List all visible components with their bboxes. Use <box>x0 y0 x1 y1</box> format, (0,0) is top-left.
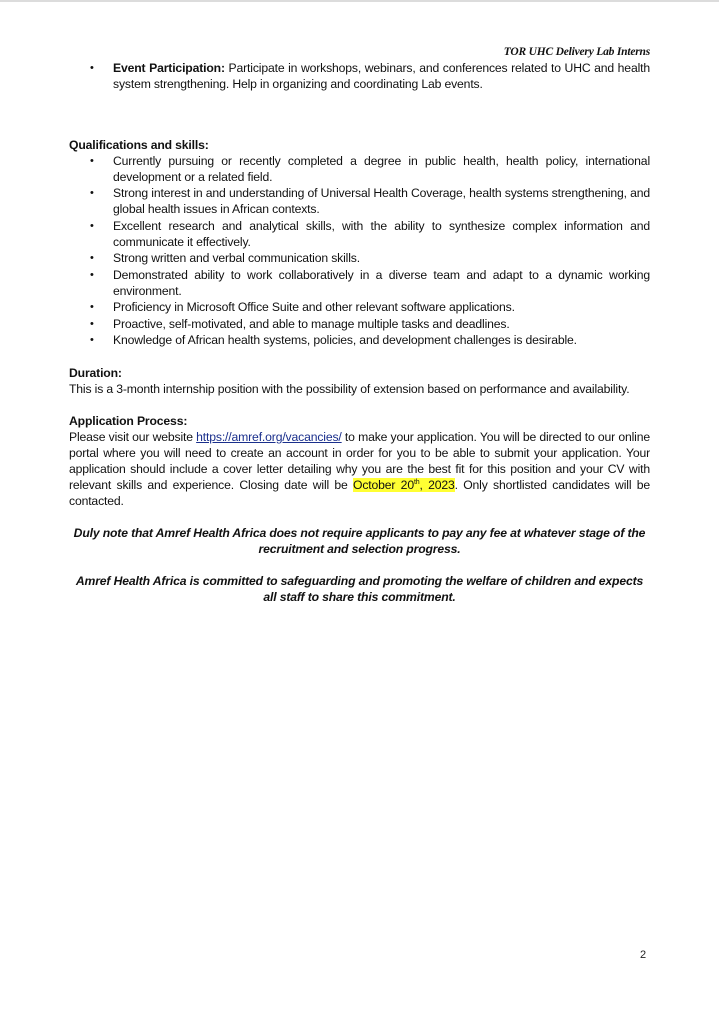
list-item <box>69 218 650 250</box>
item-text: Excellent research and analytical skills, with the ability to synthesize complex information and communicate it effectively. <box>113 218 650 249</box>
safeguarding-notice: Amref Health Africa is committed to safeguarding and promoting the welfare of children and expects all staff to share this commitment. <box>75 573 644 604</box>
bullet-icon: • <box>90 252 94 264</box>
document-page <box>69 44 650 605</box>
running-header: TOR UHC Delivery Lab Interns <box>503 46 650 58</box>
bullet-icon: • <box>90 219 94 232</box>
item-text: Proactive, self-motivated, and able to manage multiple tasks and deadlines. <box>113 316 510 331</box>
item-label: Event Participation: <box>113 61 225 75</box>
application-text-part: . Only shortlisted candidates will be contacted. <box>69 477 650 508</box>
list-item <box>69 267 650 299</box>
bullet-icon: • <box>90 268 94 281</box>
viewer-top-edge <box>0 0 719 2</box>
qualifications-heading: Qualifications and skills: <box>69 137 209 152</box>
item-text: Proficiency in Microsoft Office Suite and other relevant software applications. <box>113 300 515 314</box>
application-heading: Application Process: <box>69 413 188 428</box>
duration-heading: Duration: <box>69 365 122 380</box>
item-text: Strong written and verbal communication skills. <box>113 251 360 265</box>
list-item-event-participation <box>69 60 650 92</box>
list-item <box>69 299 650 315</box>
closing-date <box>353 478 455 492</box>
item-text: Demonstrated ability to work collaboratively in a diverse team and adapt to a dynamic working environment. <box>113 267 650 298</box>
bullet-icon: • <box>90 187 94 199</box>
item-text: Participate in workshops, webinars, and conferences related to UHC and health system strengthening. Help in organizing and coordinating Lab events. <box>113 61 650 91</box>
closing-date-suffix: th <box>413 478 420 486</box>
bullet-icon: • <box>90 154 94 167</box>
page-number: 2 <box>640 949 647 961</box>
duration-text: This is a 3-month internship position with the possibility of extension based on performance and availability. <box>69 381 630 396</box>
application-text <box>69 429 650 509</box>
list-item <box>69 153 650 185</box>
bullet-icon: • <box>90 317 94 330</box>
bullet-icon: • <box>90 301 94 313</box>
list-item <box>69 316 650 332</box>
responsibilities-list <box>69 60 650 92</box>
list-item <box>69 332 650 348</box>
item-text: Knowledge of African health systems, policies, and development challenges is desirable. <box>113 333 577 347</box>
closing-date-year: , 2023 <box>419 477 455 492</box>
closing-date-day: October 20 <box>353 477 414 492</box>
application-text-part: Please visit our website <box>69 429 197 444</box>
no-fee-notice: Duly note that Amref Health Africa does not require applicants to pay any fee at whatever stage of the recruitment and selection progress. <box>73 525 646 556</box>
list-item <box>69 185 650 217</box>
item-text: Strong interest in and understanding of Universal Health Coverage, health systems strengthening, and global health issues in African contexts. <box>113 186 650 216</box>
qualifications-list <box>69 153 650 349</box>
application-text-part: to make your application. You will be directed to our online portal where you will need to create an account in order for you to be able to submit your application. Your application should include a cover letter detailing why you are the best fit for this position and your CV with relevant skills and experience. Closing date will be <box>69 429 650 492</box>
list-item <box>69 250 650 266</box>
item-text: Currently pursuing or recently completed a degree in public health, health policy, international development or a related field. <box>113 153 650 184</box>
bullet-icon: • <box>90 62 94 74</box>
vacancies-link[interactable]: https://amref.org/vacancies/ <box>196 429 342 444</box>
bullet-icon: • <box>90 334 94 346</box>
